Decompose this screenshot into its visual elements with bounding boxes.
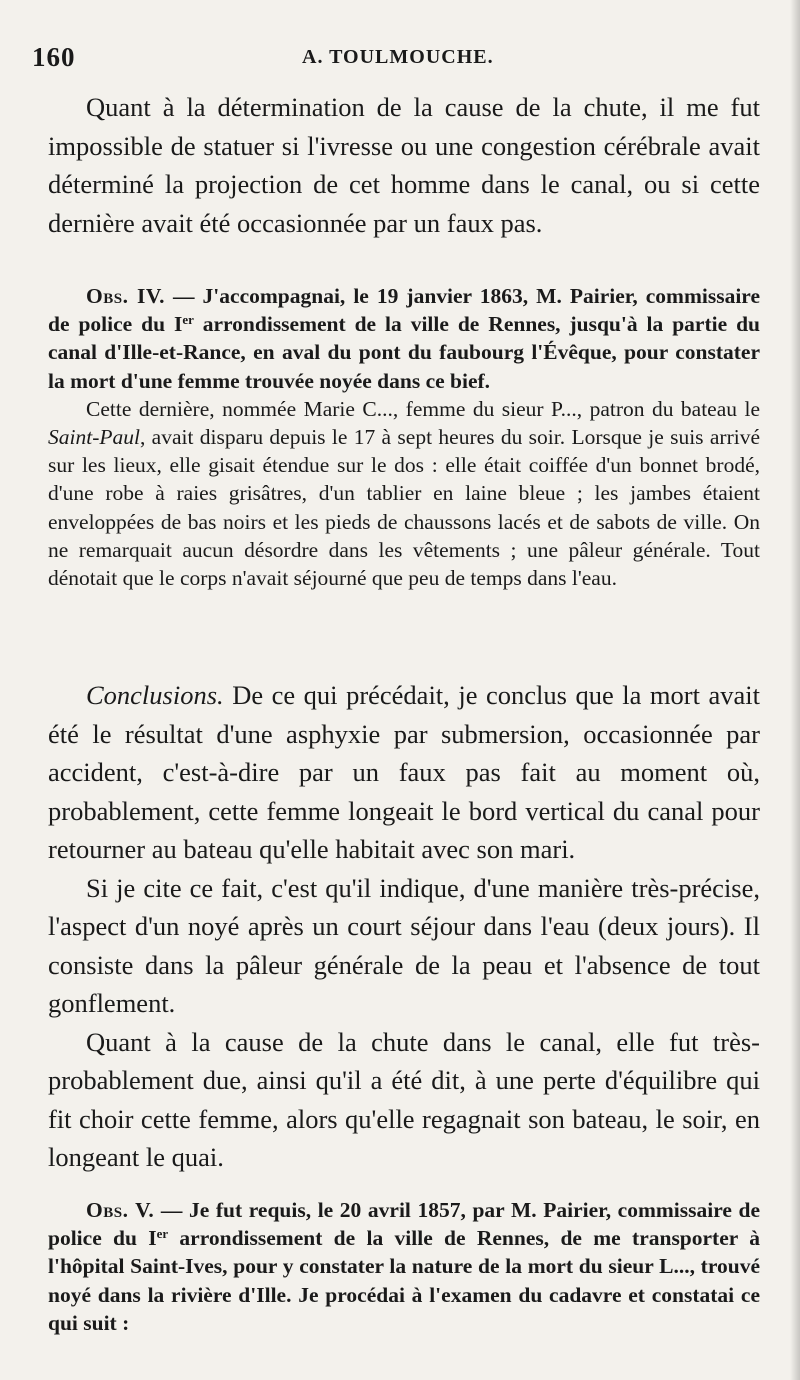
observation-text: arrondissement de la ville de Rennes, de me transporter à l'hôpital Saint-Ives, pour y constater la nature de la mort du sieur L..., trouvé noyé dans la rivière d'Ille. Je procédai à l'examen du cadavre et constatai ce qui suit : — [48, 1226, 760, 1335]
conclusions-text: De ce qui précédait, je conclus que la mort avait été le résultat d'une asphyxie par submersion, occasionnée par accident, c'est-à-dire par un faux pas fait au moment où, probablement, cette femme longeait le bord vertical du canal pour retourner au bateau qu'elle habitait avec son mari. — [48, 680, 760, 864]
ordinal-superscript: er — [156, 1227, 169, 1242]
observation-iv-description — [48, 395, 760, 592]
paragraph-cause-of-fall — [48, 88, 760, 242]
running-head: A. TOULMOUCHE. — [302, 46, 494, 68]
observation-text: — Je fut requis, le 20 avril 1857, par M. Pairier, commissaire de police du I — [48, 1198, 761, 1251]
conclusions-section — [48, 676, 760, 1177]
paragraph-significance: Si je cite ce fait, c'est qu'il indique, d'une manière très-précise, l'aspect d'un noyé après un court séjour dans l'eau (deux jours). Il consiste dans la pâleur générale de la peau et l'absence de tout gonflement. — [48, 872, 760, 1018]
conclusions-label: Conclusions. — [86, 680, 224, 710]
observation-label: Obs. V. — [86, 1198, 155, 1222]
description-text: Cette dernière, nommée Marie C..., femme du sieur P..., patron du bateau le — [86, 396, 760, 421]
paragraph-text: Quant à la détermination de la cause de la chute, il me fut impossible de statuer si l'ivresse ou une congestion cérébrale avait déterminé la projection de cet homme dans le canal, ou si cette dernière avait été occasionnée par un faux pas. — [48, 92, 760, 238]
boat-name: Saint-Paul — [48, 425, 140, 450]
ordinal-superscript: er — [182, 313, 194, 328]
observation-text: — J'accompagnai, le 19 janvier 1863, M. Pairier, commissaire de police du I — [48, 284, 760, 337]
conclusions-paragraph — [48, 676, 760, 869]
observation-text: arrondissement de la ville de Rennes, jusqu'à la partie du canal d'Ille-et-Rance, en aval du pont du faubourg l'Évêque, pour constater la mort d'une femme trouvée noyée dans ce bief. — [48, 312, 760, 393]
observation-label: Obs. IV. — [86, 284, 165, 308]
observation-iv — [48, 282, 760, 592]
observation-iv-intro — [48, 282, 760, 395]
observation-v-intro — [48, 1196, 760, 1337]
observation-v — [48, 1196, 760, 1337]
paragraph-cause-in-canal: Quant à la cause de la chute dans le canal, elle fut très-probablement due, ainsi qu'il a été dit, à une perte d'équilibre qui fit choir cette femme, alors qu'elle regagnait son bateau, le soir, en longeant le quai. — [48, 1026, 760, 1172]
page-number: 160 — [32, 42, 76, 72]
page-header — [32, 42, 772, 78]
page-edge-shadow — [790, 0, 800, 1380]
description-text: , avait disparu depuis le 17 à sept heures du soir. Lorsque je suis arrivé sur les lieux, elle gisait étendue sur le dos : elle était coiffée d'un bonnet brodé, d'une robe à raies grisâtres, d'un tablier en laine bleue ; les jambes étaient enveloppées de bas noirs et les pieds de chaussons lacés et de sabots de ville. On ne remarquait aucun désordre dans les vêtements ; une pâleur générale. Tout dénotait que le corps n'avait séjourné que peu de temps dans l'eau. — [48, 425, 760, 591]
